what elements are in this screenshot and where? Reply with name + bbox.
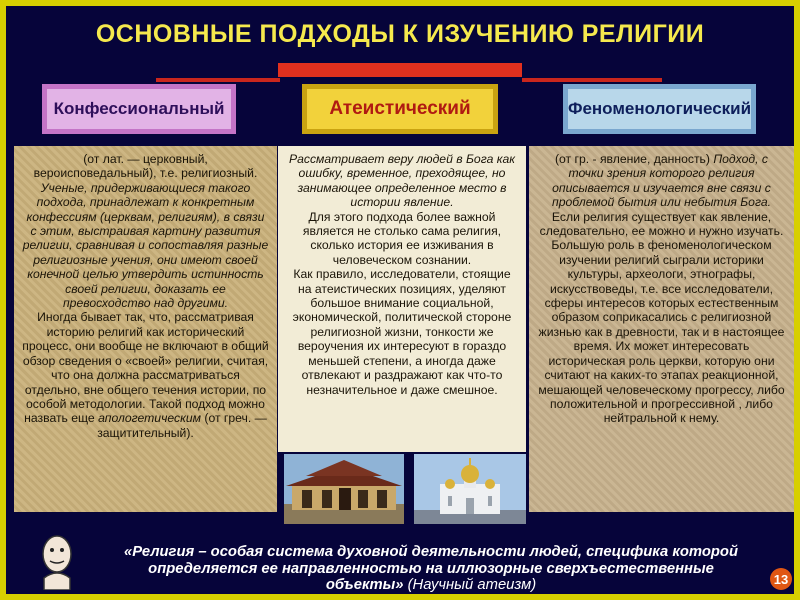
confessional-description bbox=[14, 146, 277, 512]
temple-photo bbox=[284, 454, 404, 524]
cathedral-image bbox=[414, 454, 526, 524]
thinker-figure-icon bbox=[36, 534, 78, 590]
phenomenological-details: Если религия существует как явление, следовательно, ее можно и нужно изучать. Большую роль в феноменологическом изучении религий сыграли историки культуры, археологи, этнографы, искусствоведы, т.е. все исследователи, сферы интересов которых естественным образом соприкасались с религиозной жизнью как в древности, так и в настоящее время. Их может интересовать историческая роль церкви, которую они считают на каких-то этапах реакционной, мешающей человеческому прогрессу, либо положительной и прогрессивной , либо нейтральной к нему. bbox=[538, 209, 785, 426]
connector-line-right bbox=[522, 78, 662, 82]
religion-definition-quote: «Религия – особая система духовной деятельности людей, специфика которой определяется ее направленностью на иллюзорные сверхъестественные объекты» (Научный атеизм) bbox=[124, 544, 738, 593]
approach-atheistic-header: Атеистический bbox=[302, 84, 498, 134]
atheistic-description bbox=[278, 146, 526, 452]
phenomenological-etymology: (от гр. - явление, данность) Подход, с точки зрения которого религия описывается и изучается вне связи с проблемой бытия или небытия Бога. bbox=[551, 152, 771, 210]
connector-bar bbox=[278, 63, 522, 77]
confessional-definition: Ученые, придерживающиеся такого подхода, принадлежат к конкретным конфессиям (церквам, религиям), в связи с этим, выстраивая картину развития религии, сравнивая и сопоставляя разные религиозные учения, они имеют своей конечной целью утвердить истинность своей религии, доказать ее превосходство над другими. bbox=[22, 180, 269, 311]
apologetic-term: апологетическим bbox=[98, 411, 201, 426]
quote-source: (Научный атеизм) bbox=[407, 577, 537, 593]
confessional-details: Иногда бывает так, что, рассматривая историю религий как исторический процесс, они вообще не включают в общий обзор сведения о «своей» религии, считая, что она должна рассматриваться отдельно, вне общего течения истории, по особой методологии. Такой подход можно назвать еще апологетическим (от греч. — защитительный). bbox=[22, 310, 269, 440]
approach-phenomenological-header: Феноменологический bbox=[563, 84, 756, 134]
page-number: 13 bbox=[770, 568, 792, 590]
confessional-etymology: (от лат. — церковный, вероисповедальный), т.е. религиозный. bbox=[33, 152, 258, 181]
slide-title: ОСНОВНЫЕ ПОДХОДЫ К ИЗУЧЕНИЮ РЕЛИГИИ bbox=[95, 20, 705, 48]
temple-image bbox=[284, 454, 404, 524]
atheistic-focus: Для этого подхода более важной является не столько сама религия, сколько история ее изживания в человеческом сознании. bbox=[302, 209, 502, 267]
approach-confessional-header: Конфессиональный bbox=[42, 84, 236, 134]
connector-line-left bbox=[156, 78, 280, 82]
atheistic-definition: Рассматривает веру людей в Бога как ошибку, временное, преходящее, но занимающее определенное место в истории явление. bbox=[288, 152, 516, 210]
phenomenological-description bbox=[529, 146, 794, 512]
atheistic-details: Как правило, исследователи, стоящие на атеистических позициях, уделяют большое внимание социальной, экономической, политической стороне религиозной жизни, тонкости же вероучения их интересуют в гораздо меньшей степени, а иногда даже отвлекают и раздражают как что-то незначительное и даже смешное. bbox=[292, 267, 512, 397]
cathedral-photo bbox=[414, 454, 526, 524]
